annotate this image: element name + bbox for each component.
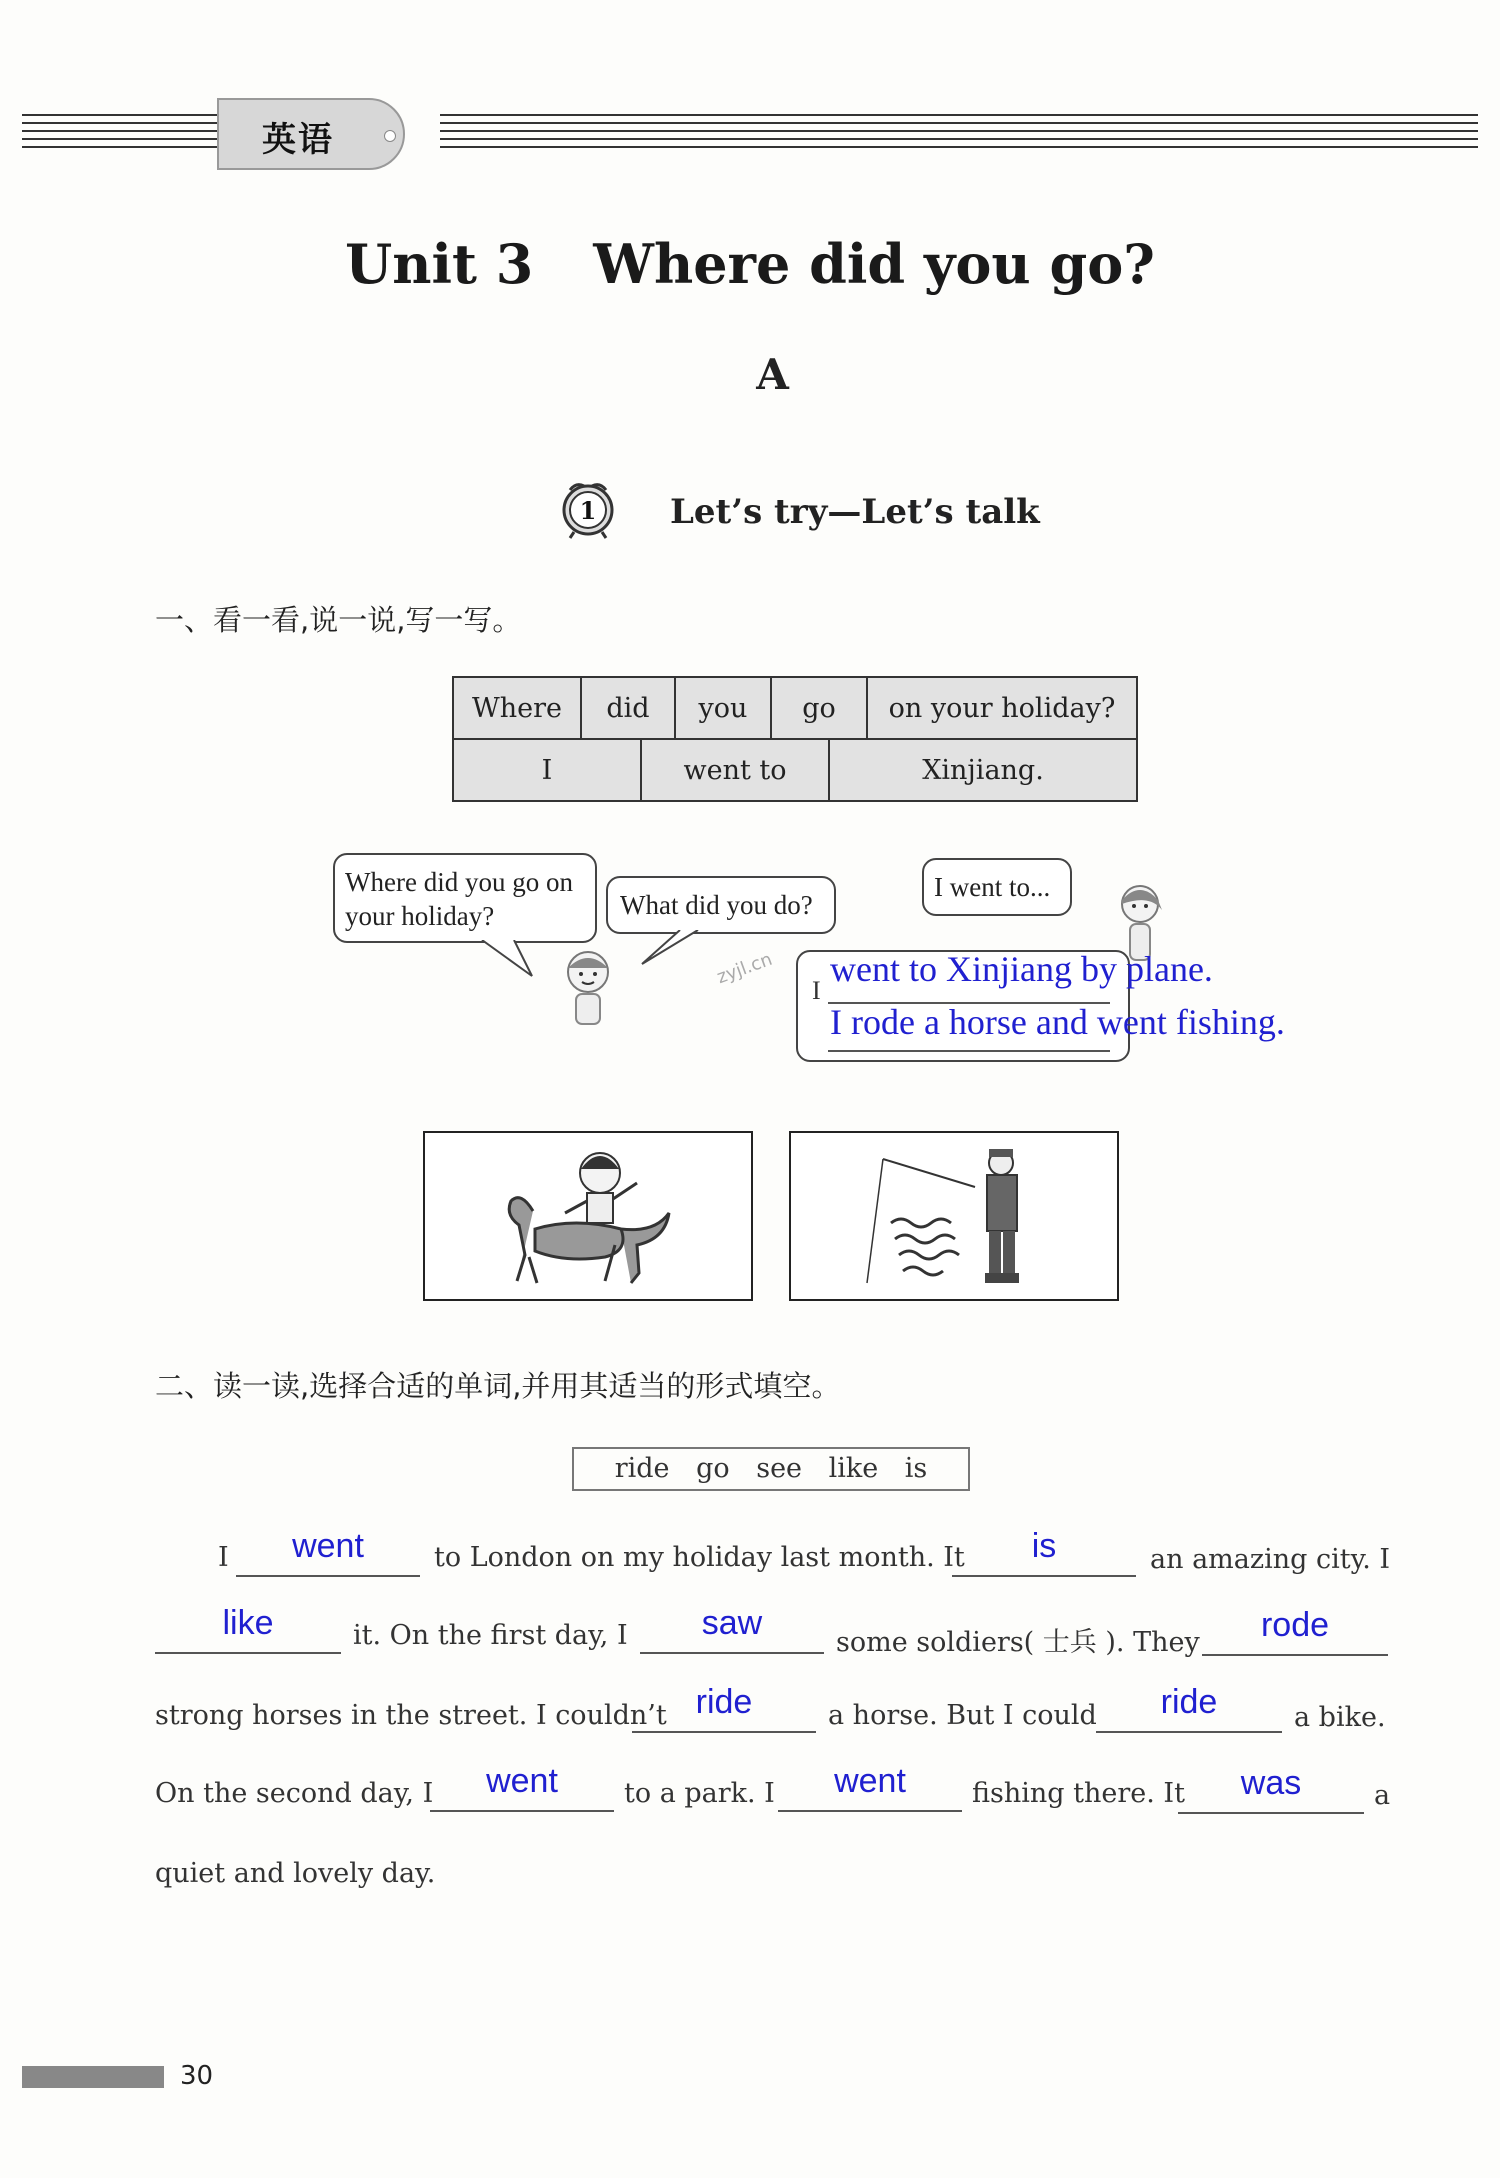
section-heading: A [756, 350, 789, 399]
alarm-clock-icon [556, 476, 620, 540]
answer-line-1: went to Xinjiang by plane. [830, 949, 1213, 989]
passage-text: On the second day, I [155, 1778, 434, 1809]
passage-text: strong horses in the street. I couldn’t [155, 1700, 667, 1731]
passage-text: some soldiers( 士兵 ). They [836, 1627, 1200, 1658]
unit-number: Unit 3 [345, 232, 534, 296]
exercise1-instruction: 一、看一看,说一说,写一写。 [155, 603, 522, 637]
bubble-text: I went to... [934, 872, 1051, 902]
footer-bar [22, 2066, 164, 2088]
fill-blank [778, 1808, 962, 1812]
fill-blank [632, 1729, 816, 1733]
answer-blank [828, 1048, 1110, 1052]
unit-title [0, 232, 1500, 296]
table-cell: went to [642, 740, 830, 800]
lesson-number: 1 [579, 496, 597, 525]
passage-text: a horse. But I could [828, 1700, 1097, 1731]
fill-blank [1202, 1652, 1388, 1656]
fill-blank [952, 1573, 1136, 1577]
fill-answer: ride [1160, 1683, 1218, 1721]
passage-text: an amazing city. I [1150, 1544, 1391, 1575]
horse-rider-image [425, 1133, 751, 1299]
passage-text: I [218, 1542, 229, 1573]
header-rule-left [22, 114, 222, 156]
passage-text: it. On the first day, I [353, 1620, 628, 1651]
word-bank: ride go see like is [572, 1447, 970, 1491]
fill-answer: was [1240, 1764, 1302, 1802]
sentence-table [452, 676, 1138, 802]
table-cell: did [581, 677, 675, 739]
table-cell: on your holiday? [867, 677, 1137, 739]
bubble-text: What did you do? [620, 890, 813, 920]
passage-text: to London on my holiday last month. It [434, 1542, 965, 1573]
fill-blank [640, 1650, 824, 1654]
bubble-tail [480, 940, 540, 980]
page-number: 30 [180, 2061, 214, 2091]
table-cell: I [454, 740, 642, 800]
fill-answer: like [222, 1604, 274, 1642]
passage-text: a [1374, 1780, 1391, 1811]
fill-blank [236, 1573, 420, 1577]
watermark: zyjl.cn [714, 948, 776, 989]
speech-bubble-where [333, 853, 597, 943]
speech-bubble-what [606, 876, 836, 934]
table-cell: Where [453, 677, 581, 739]
table-cell: Xinjiang. [922, 754, 1044, 786]
lesson-title: Let’s try—Let’s talk [670, 492, 1040, 532]
bubble-tail [640, 930, 700, 970]
fisherman-image [791, 1133, 1117, 1299]
passage-text: fishing there. It [972, 1778, 1185, 1809]
fill-answer: went [292, 1527, 364, 1565]
passage-text: to a park. I [624, 1778, 775, 1809]
fill-answer: rode [1260, 1606, 1330, 1644]
subject-label: 英语 [262, 120, 334, 160]
speech-bubble-i-went [922, 858, 1072, 916]
fishing-picture [789, 1131, 1119, 1301]
fill-blank [430, 1808, 614, 1812]
passage-text: quiet and lovely day. [155, 1858, 436, 1889]
table-cell: you [675, 677, 771, 739]
fill-answer: went [834, 1762, 906, 1800]
fill-answer: ride [695, 1683, 753, 1721]
fill-blank [155, 1650, 341, 1654]
passage-text: a bike. [1294, 1702, 1386, 1733]
exercise2-instruction: 二、读一读,选择合适的单词,并用其适当的形式填空。 [155, 1369, 841, 1403]
fill-answer: went [486, 1762, 558, 1800]
fill-blank [1178, 1810, 1364, 1814]
bubble-text: Where did you go on your holiday? [345, 867, 573, 931]
answer-line-2: I rode a horse and went fishing. [830, 1002, 1285, 1042]
boy-cartoon-image [548, 946, 628, 1036]
answer-prefix: I [812, 976, 821, 1005]
header-rule-right [440, 114, 1478, 156]
horse-riding-picture [423, 1131, 753, 1301]
table-cell: go [771, 677, 867, 739]
fill-blank [1096, 1729, 1282, 1733]
unit-topic: Where did you go? [593, 232, 1155, 296]
tab-hole-icon [384, 130, 396, 142]
fill-answer: is [1031, 1527, 1057, 1565]
fill-answer: saw [701, 1604, 763, 1642]
